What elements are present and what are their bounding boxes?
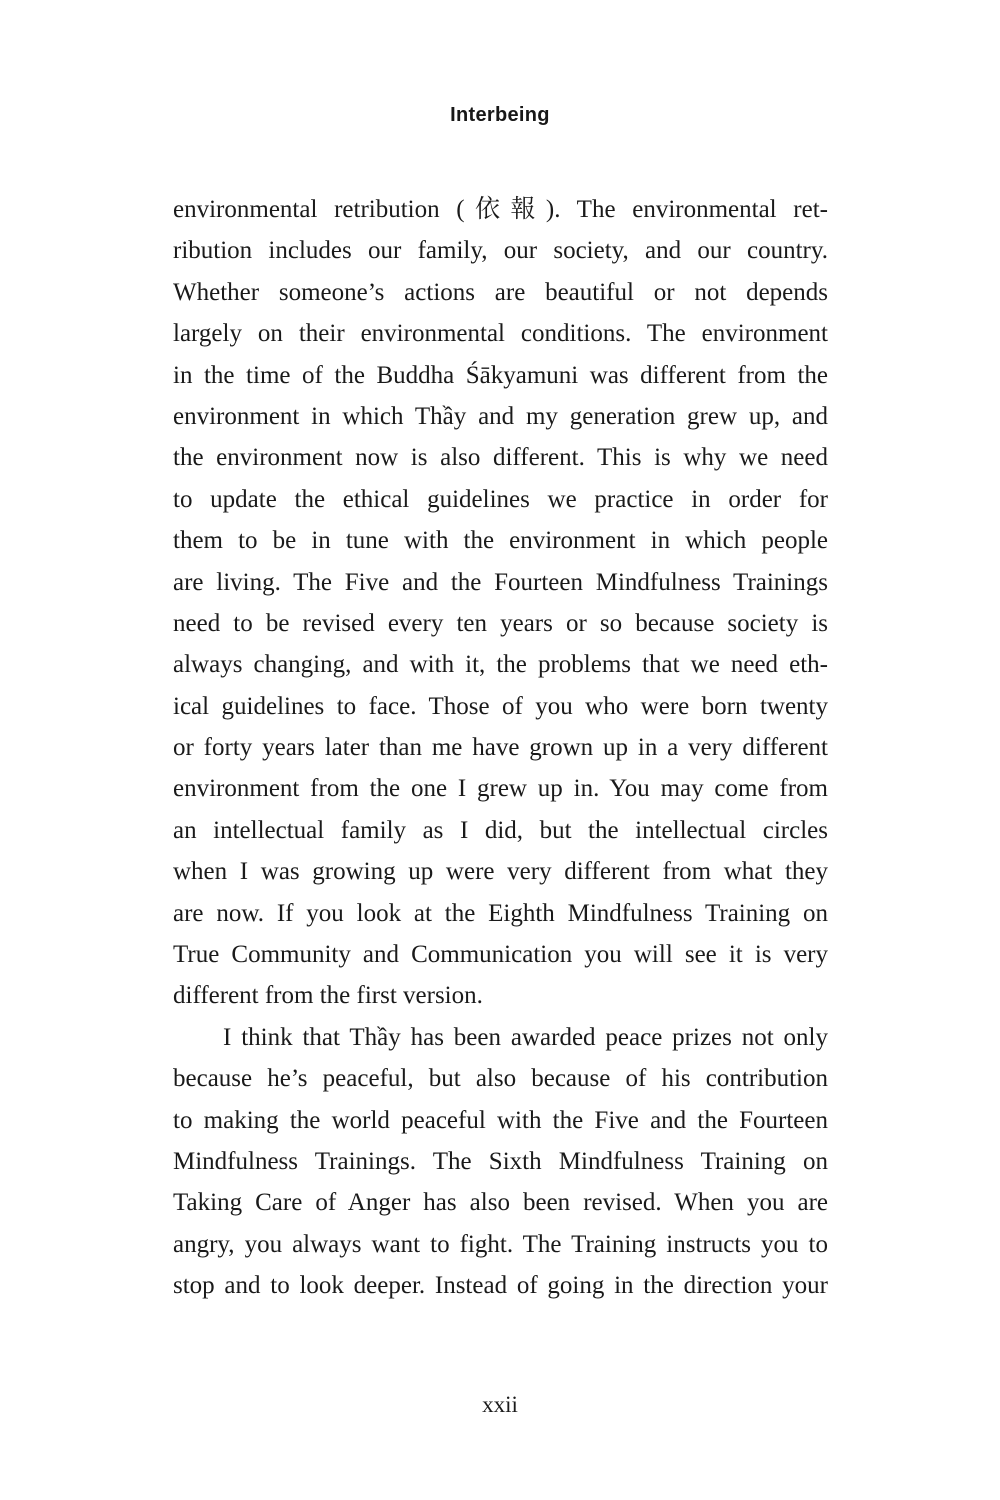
text-line: stop and to look deeper. Instead of going in the direction your <box>173 1272 828 1300</box>
text-line: to update the ethical guidelines we practice in order for <box>173 485 828 513</box>
text-line: I think that Thầy has been awarded peace prizes not only <box>223 1023 828 1051</box>
text-line: different from the first version. <box>173 982 483 1010</box>
text-line: to making the world peaceful with the Five and the Fourteen <box>173 1106 828 1134</box>
text-line: Taking Care of Anger has also been revised. When you are <box>173 1189 828 1217</box>
text-line: ribution includes our family, our society, and our country. <box>173 237 828 265</box>
text-line: True Community and Communication you will see it is very <box>173 941 828 969</box>
text-line: environment in which Thầy and my generation grew up, and <box>173 402 828 430</box>
body-text <box>173 189 828 1307</box>
text-line: angry, you always want to fight. The Training instructs you to <box>173 1230 828 1258</box>
text-line: need to be revised every ten years or so because society is <box>173 609 828 637</box>
text-line: are living. The Five and the Fourteen Mindfulness Trainings <box>173 568 828 596</box>
text-line: environment from the one I grew up in. You may come from <box>173 775 828 803</box>
text-line: because he’s peaceful, but also because of his contribution <box>173 1065 828 1093</box>
text-line: ical guidelines to face. Those of you who were born twenty <box>173 692 828 720</box>
text-line: an intellectual family as I did, but the intellectual circles <box>173 816 828 844</box>
text-line: are now. If you look at the Eighth Mindfulness Training on <box>173 899 828 927</box>
running-head: Interbeing <box>450 104 550 126</box>
page-number: xxii <box>482 1392 518 1417</box>
text-line: environmental retribution (依報). The environmental ret- <box>173 196 828 223</box>
text-line: always changing, and with it, the problems that we need eth- <box>173 651 828 679</box>
text-line: Whether someone’s actions are beautiful or not depends <box>173 278 828 306</box>
text-line: Mindfulness Trainings. The Sixth Mindfulness Training on <box>173 1147 828 1175</box>
text-line: or forty years later than me have grown up in a very different <box>173 734 828 762</box>
text-line: the environment now is also different. This is why we need <box>173 444 828 472</box>
text-line: them to be in tune with the environment in which people <box>173 527 828 555</box>
text-line: largely on their environmental conditions. The environment <box>173 320 828 348</box>
text-line: in the time of the Buddha Śākyamuni was different from the <box>173 361 828 389</box>
text-line: when I was growing up were very different from what they <box>173 858 828 886</box>
